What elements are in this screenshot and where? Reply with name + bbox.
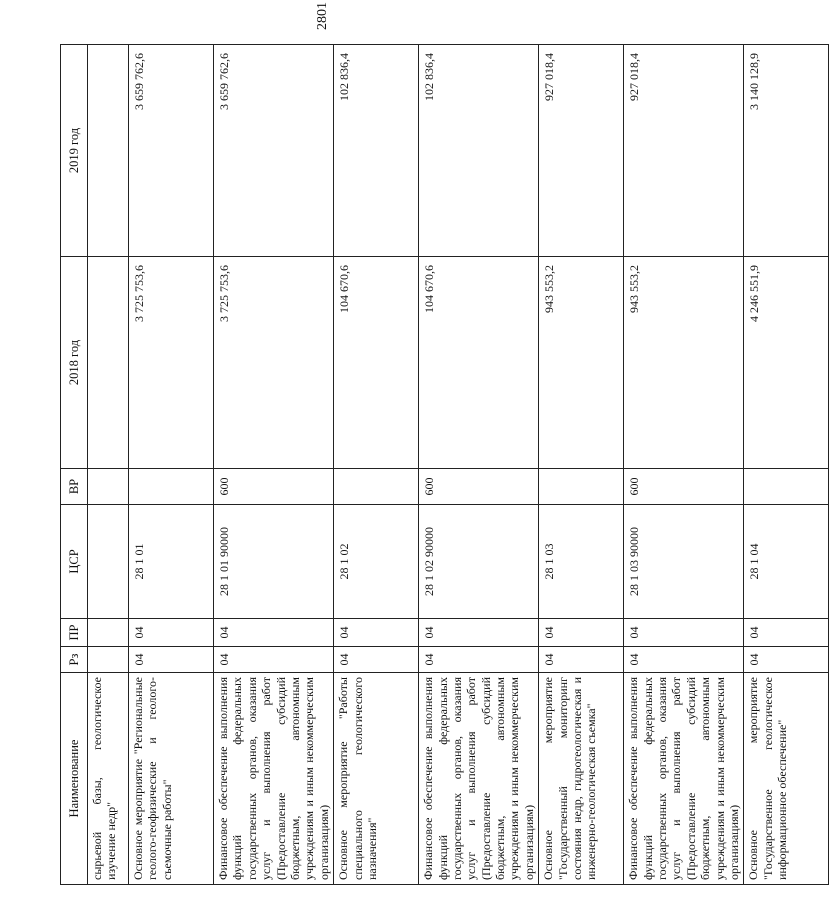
row-vr [88,469,129,505]
row-csr [88,505,129,619]
row-pr: 04 [214,619,334,647]
table-row [744,45,829,885]
row-pr [88,619,129,647]
row-2019: 927 018,4 [624,45,744,257]
row-name: Финансовое обеспечение выполнения функций федеральных государственных органов, оказания услуг и выполнения работ (Предоставление субсидий бюджетным, автономным учреждениям и иным некоммерческим организациям) [624,673,744,885]
row-2018: 104 670,6 [334,257,419,469]
row-2019: 3 659 762,6 [214,45,334,257]
row-csr: 28 1 01 [129,505,214,619]
header-name: Наименование [61,673,88,885]
row-2018: 4 246 551,9 [744,257,829,469]
header-rz: Рз [61,647,88,673]
row-pr: 04 [744,619,829,647]
row-csr: 28 1 02 90000 [419,505,539,619]
row-rz [88,647,129,673]
row-vr [129,469,214,505]
row-vr [539,469,624,505]
table-row [88,45,129,885]
row-rz: 04 [539,647,624,673]
row-name: Основное мероприятие "Работы специального геологического назначения" [334,673,419,885]
row-2019: 102 836,4 [334,45,419,257]
row-2018: 3 725 753,6 [214,257,334,469]
row-name: Финансовое обеспечение выполнения функций федеральных государственных органов, оказания услуг и выполнения работ (Предоставление субсидий бюджетным, автономным учреждениям и иным некоммерческим организациям) [419,673,539,885]
page-number: 2801 [315,2,330,30]
row-name: Основное мероприятие "Региональные геолого-геофизические и геолого-съемочные работы" [129,673,214,885]
row-pr: 04 [129,619,214,647]
row-2019: 927 018,4 [539,45,624,257]
row-csr: 28 1 04 [744,505,829,619]
table-row [334,45,419,885]
row-rz: 04 [624,647,744,673]
row-rz: 04 [419,647,539,673]
header-csr: ЦСР [61,505,88,619]
row-csr: 28 1 01 90000 [214,505,334,619]
row-pr: 04 [624,619,744,647]
row-name: Основное мероприятие "Государственный мониторинг состояния недр, гидрогеологическая и инженерно-геологическая съемка" [539,673,624,885]
header-2018: 2018 год [61,257,88,469]
header-row [61,45,88,885]
row-2018: 3 725 753,6 [129,257,214,469]
row-pr: 04 [334,619,419,647]
row-vr [334,469,419,505]
table-row [129,45,214,885]
row-2019: 3 140 128,9 [744,45,829,257]
row-csr: 28 1 02 [334,505,419,619]
row-rz: 04 [334,647,419,673]
row-rz: 04 [214,647,334,673]
budget-table-rotated [60,45,790,885]
row-vr: 600 [214,469,334,505]
row-name: сырьевой базы, геологическое изучение недр" [88,673,129,885]
header-pr: ПР [61,619,88,647]
row-2018 [88,257,129,469]
row-2019: 3 659 762,6 [129,45,214,257]
row-rz: 04 [129,647,214,673]
row-2018: 943 553,2 [624,257,744,469]
row-2019 [88,45,129,257]
row-vr: 600 [624,469,744,505]
row-vr [744,469,829,505]
header-2019: 2019 год [61,45,88,257]
row-name: Основное мероприятие "Государственное геологическое информационное обеспечение" [744,673,829,885]
row-name: Финансовое обеспечение выполнения функций федеральных государственных органов, оказания услуг и выполнения работ (Предоставление субсидий бюджетным, автономным учреждениям и иным некоммерческим организациям) [214,673,334,885]
budget-table [60,44,829,885]
row-2019: 102 836,4 [419,45,539,257]
table-row [214,45,334,885]
row-2018: 943 553,2 [539,257,624,469]
row-vr: 600 [419,469,539,505]
table-row [419,45,539,885]
table-row [624,45,744,885]
table-row [539,45,624,885]
row-pr: 04 [539,619,624,647]
row-csr: 28 1 03 [539,505,624,619]
header-vr: ВР [61,469,88,505]
row-csr: 28 1 03 90000 [624,505,744,619]
row-2018: 104 670,6 [419,257,539,469]
row-rz: 04 [744,647,829,673]
row-pr: 04 [419,619,539,647]
